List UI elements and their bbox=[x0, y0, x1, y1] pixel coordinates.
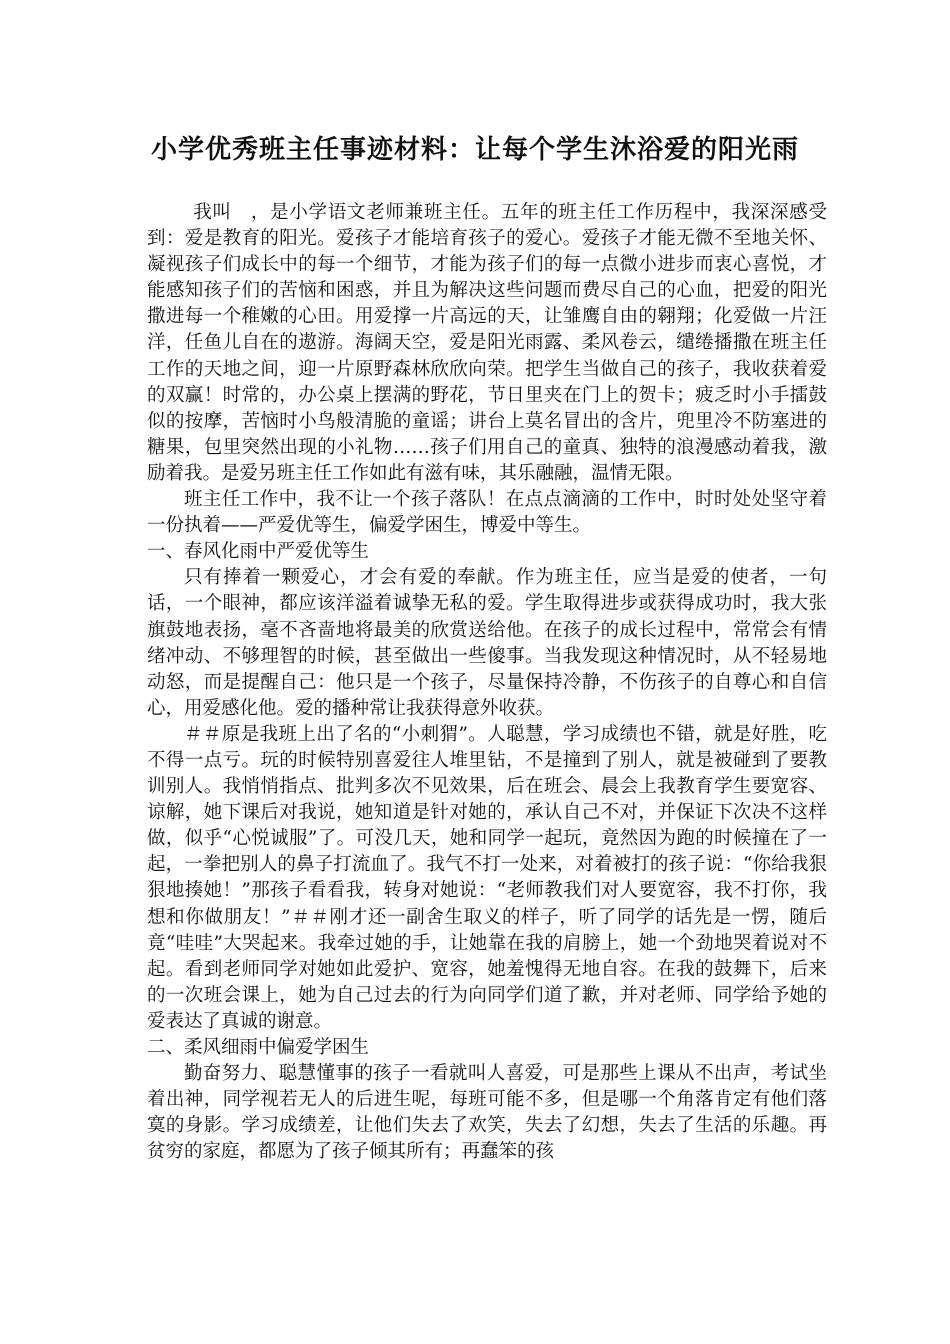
section-heading-1: 一、春风化雨中严爱优等生 bbox=[147, 541, 370, 563]
document-body bbox=[147, 200, 827, 1165]
paragraph-section-2-intro: 勤奋努力、聪慧懂事的孩子一看就叫人喜爱，可是那些上课从不出声，考试坐着出神，同学视若无人的后进生呢，每班可能不多，但是哪一个角落肯定有他们落寞的身影。学习成绩差，让他们失去了欢笑，失去了幻想，失去了生活的乐趣。再贫穷的家庭，都愿为了孩子倾其所有；再蠢笨的孩 bbox=[147, 1063, 827, 1163]
paragraph-section-1-story: ＃＃原是我班上出了名的“小刺猬”。人聪慧，学习成绩也不错，就是好胜，吃不得一点亏。玩的时候特别喜爱往人堆里钻，不是撞到了别人，就是被碰到了要教训别人。我悄悄指点、批判多次不见效果，后在班会、晨会上我教育学生要宽容、谅解，她下课后对我说，她知道是针对她的，承认自己不对，并保证下次决不这样做，似乎“心悦诚服”了。可没几天，她和同学一起玩，竟然因为跑的时候撞在了一起，一拳把别人的鼻子打流血了。我气不打一处来，对着被打的孩子说：“你给我狠狠地揍她！”那孩子看看我，转身对她说：“老师教我们对人要宽容，我不打你，我想和你做朋友！”＃＃刚才还一副舍生取义的样子，听了同学的话先是一愣，随后竟“哇哇”大哭起来。我牵过她的手，让她靠在我的肩膀上，她一个劲地哭着说对不起。看到老师同学对她如此爱护、宽容，她羞愧得无地自容。在我的鼓舞下，后来的一次班会课上，她为自己过去的行为向同学们道了歉，并对老师、同学给予她的爱表达了真诚的谢意。 bbox=[147, 723, 827, 1032]
paragraph-principle: 班主任工作中，我不让一个孩子落队！在点点滴滴的工作中，时时处处坚守着一份执着——严爱优等生，偏爱学困生，博爱中等生。 bbox=[147, 489, 827, 537]
paragraph-section-1-intro: 只有捧着一颗爱心，才会有爱的奉献。作为班主任，应当是爱的使者，一句话，一个眼神，都应该洋溢着诚挚无私的爱。学生取得进步或获得成功时，我大张旗鼓地表扬，毫不吝啬地将最美的欣赏送给他。在孩子的成长过程中，常常会有情绪冲动、不够理智的时候，甚至做出一些傻事。当我发现这种情况时，从不轻易地动怒，而是提醒自己：他只是一个孩子，尽量保持冷静，不伤孩子的自尊心和自信心，用爱感化他。爱的播种常让我获得意外收获。 bbox=[147, 567, 827, 719]
section-heading-2: 二、柔风细雨中偏爱学困生 bbox=[147, 1037, 370, 1058]
page-title: 小学优秀班主任事迹材料：让每个学生沐浴爱的阳光雨 bbox=[150, 135, 799, 165]
paragraph-intro: 我叫 ，是小学语文老师兼班主任。五年的班主任工作历程中，我深深感受到：爱是教育的阳光。爱孩子才能培育孩子的爱心。爱孩子才能无微不至地关怀、凝视孩子们成长中的每一个细节，才能为孩子们的每一点微小进步而衷心喜悦，才能感知孩子们的苦恼和困惑，并且为解决这些问题而费尽自己的心血，把爱的阳光撒进每一个稚嫩的心田。用爱撑一片高远的天，让雏鹰自由的翱翔；化爱做一片汪洋，任鱼儿自在的遨游。海阔天空，爱是阳光雨露、柔风卷云，缱绻播撒在班主任工作的天地之间，迎一片原野森林欣欣向荣。把学生当做自己的孩子，我收获着爱的双赢！时常的，办公桌上摆满的野花，节日里夹在门上的贺卡；疲乏时小手擂鼓似的按摩，苦恼时小鸟般清脆的童谣；讲台上莫名冒出的含片，兜里冷不防塞进的糖果，包里突然出现的小礼物……孩子们用自己的童真、独特的浪漫感动着我，激励着我。是爱另班主任工作如此有滋有味，其乐融融，温情无限。 bbox=[147, 202, 827, 484]
